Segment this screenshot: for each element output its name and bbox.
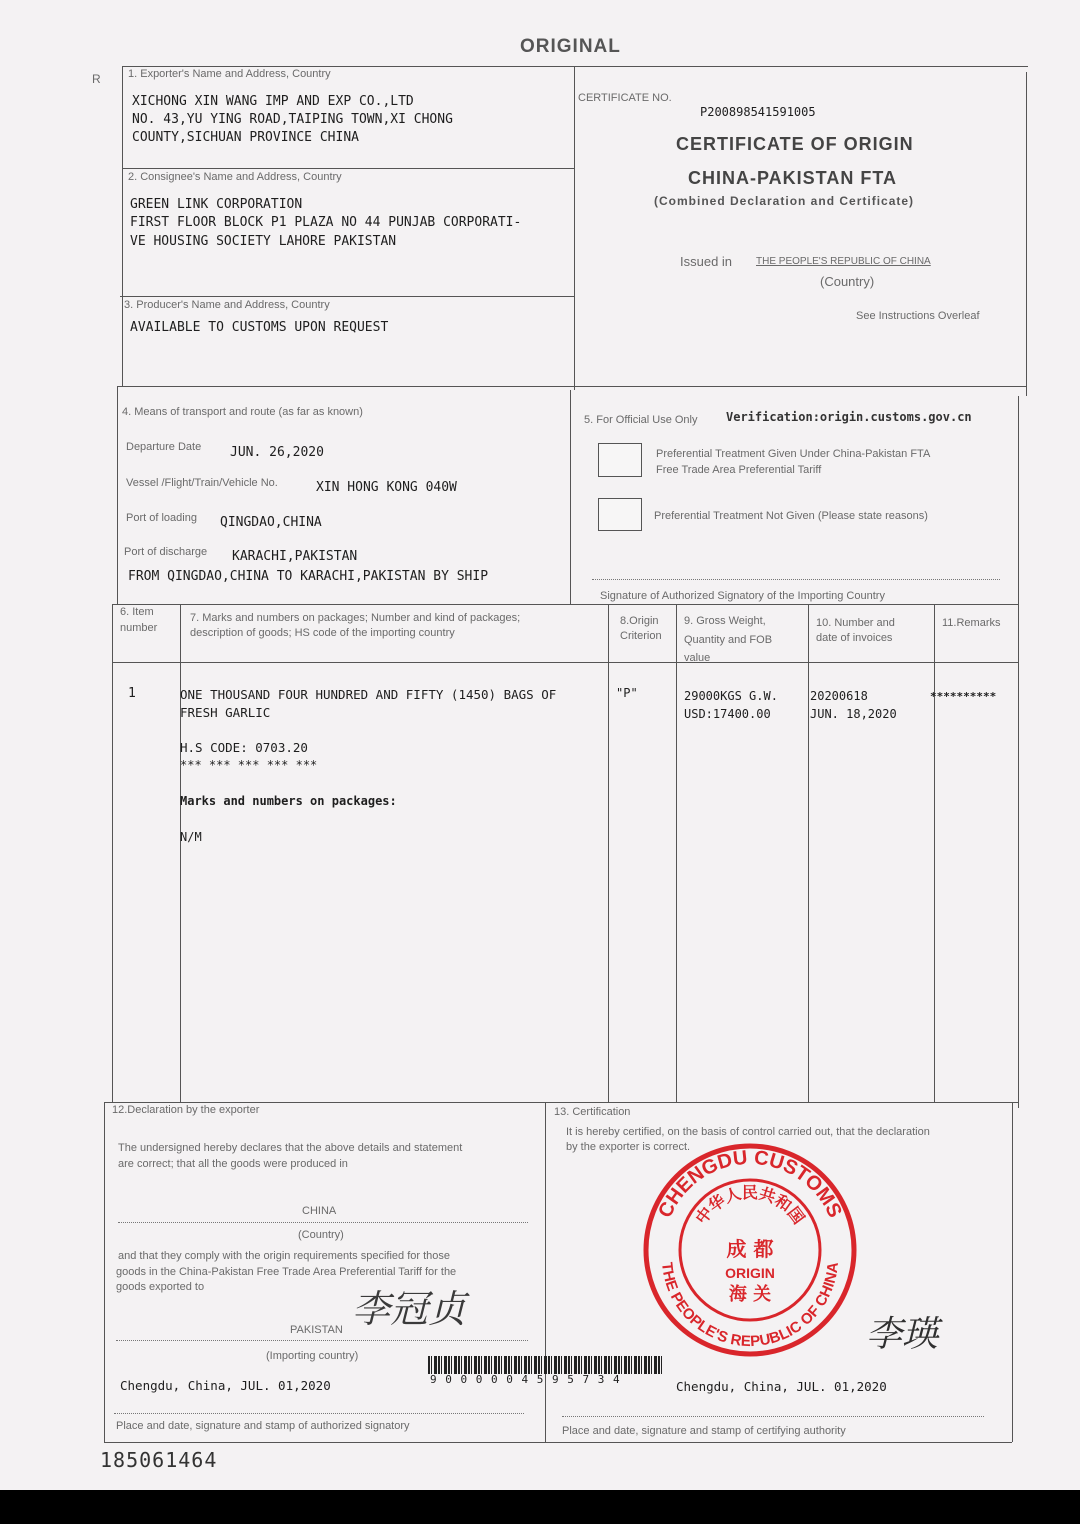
sep-box2 bbox=[120, 296, 574, 297]
header-weight-2: Quantity and FOB bbox=[684, 634, 773, 646]
row-description-1: ONE THOUSAND FOUR HUNDRED AND FIFTY (1450) BAGS OF bbox=[180, 687, 557, 702]
preferential-not-given-text: Preferential Treatment Not Given (Please state reasons) bbox=[654, 510, 928, 522]
margin-mark: R bbox=[92, 72, 101, 86]
divider-mid bbox=[570, 390, 571, 604]
row-invoice-number: 20200618 bbox=[810, 689, 868, 703]
stamp-center-3: 海 关 bbox=[728, 1284, 772, 1305]
vessel-label: Vessel /Flight/Train/Vehicle No. bbox=[126, 477, 278, 489]
row-remarks: ********** bbox=[930, 690, 997, 703]
production-country-value: CHINA bbox=[302, 1205, 337, 1217]
sep-box4 bbox=[112, 604, 1018, 605]
stamp-inner-text: 中华人民共和国 bbox=[691, 1183, 809, 1228]
declaration-text-3: and that they comply with the origin requirements specified for those bbox=[118, 1250, 451, 1262]
box4-label: 4. Means of transport and route (as far as known) bbox=[122, 406, 363, 418]
consignee-line-3: VE HOUSING SOCIETY LAHORE PAKISTAN bbox=[130, 234, 397, 249]
row-hs-code: H.S CODE: 0703.20 bbox=[180, 740, 308, 755]
box13-label: 13. Certification bbox=[554, 1106, 631, 1118]
sep-box1 bbox=[122, 168, 574, 169]
sep-table-header bbox=[112, 662, 1018, 663]
box2-label: 2. Consignee's Name and Address, Country bbox=[128, 171, 342, 183]
country-line bbox=[118, 1222, 528, 1223]
col-invoice bbox=[934, 604, 935, 1102]
bottom-black-bar bbox=[0, 1490, 1080, 1524]
preferential-given-checkbox[interactable] bbox=[598, 443, 642, 477]
header-remarks: 11.Remarks bbox=[942, 617, 1001, 629]
certification-text-1: It is hereby certified, on the basis of control carried out, that the declaration bbox=[566, 1126, 930, 1138]
declaration-text-4: goods in the China-Pakistan Free Trade Area Preferential Tariff for the bbox=[116, 1266, 457, 1278]
header-weight-3: value bbox=[684, 652, 711, 664]
certificate-no-value: P200898541591005 bbox=[700, 105, 816, 119]
certifier-place-date: Chengdu, China, JUL. 01,2020 bbox=[676, 1379, 887, 1394]
footer-serial-number: 185061464 bbox=[100, 1448, 218, 1472]
row-description-2: FRESH GARLIC bbox=[180, 705, 271, 720]
col-origin bbox=[676, 604, 677, 1102]
header-invoice-1: 10. Number and bbox=[816, 617, 895, 629]
header-marks-2: description of goods; HS code of the importing country bbox=[190, 627, 455, 639]
certificate-subtitle: (Combined Declaration and Certificate) bbox=[654, 194, 915, 208]
instructions-note: See Instructions Overleaf bbox=[856, 310, 980, 322]
frame-left-bottom bbox=[104, 1102, 105, 1442]
box3-label: 3. Producer's Name and Address, Country bbox=[124, 299, 330, 311]
row-fob-value: USD:17400.00 bbox=[684, 707, 771, 721]
exporter-sign-line bbox=[114, 1413, 524, 1414]
verification-url[interactable]: Verification:origin.customs.gov.cn bbox=[726, 410, 972, 424]
production-country-label: (Country) bbox=[298, 1229, 344, 1241]
consignee-line-2: FIRST FLOOR BLOCK P1 PLAZA NO 44 PUNJAB CORPORATI- bbox=[130, 215, 522, 230]
header-item-2: number bbox=[120, 622, 158, 634]
barcode bbox=[428, 1356, 664, 1374]
exporter-signatory-label: Place and date, signature and stamp of authorized signatory bbox=[116, 1420, 410, 1432]
divider-top bbox=[574, 66, 575, 390]
importing-signature-label: Signature of Authorized Signatory of the Importing Country bbox=[600, 590, 885, 602]
col-item bbox=[180, 604, 181, 1102]
frame-bottom bbox=[104, 1442, 1012, 1443]
certificate-fta: CHINA-PAKISTAN FTA bbox=[688, 168, 897, 188]
country-label: (Country) bbox=[820, 274, 875, 289]
exporter-signature: 李冠贞 bbox=[352, 1287, 467, 1331]
signature-line bbox=[592, 579, 1000, 580]
header-invoice-2: date of invoices bbox=[816, 632, 893, 644]
preferential-not-given-checkbox[interactable] bbox=[598, 498, 642, 531]
frame-left-top bbox=[122, 66, 123, 386]
certificate-no-label: CERTIFICATE NO. bbox=[578, 92, 672, 104]
certifier-sign-line bbox=[562, 1416, 984, 1417]
box5-label: 5. For Official Use Only bbox=[584, 414, 698, 426]
row-gross-weight: 29000KGS G.W. bbox=[684, 689, 778, 703]
loading-label: Port of loading bbox=[126, 512, 197, 524]
barcode-digits: 9 0 0 0 0 0 4 5 9 5 7 3 4 bbox=[430, 1373, 621, 1386]
original-header: ORIGINAL bbox=[520, 36, 621, 57]
divider-bottom bbox=[545, 1102, 546, 1442]
discharge-label: Port of discharge bbox=[124, 546, 208, 558]
header-marks-1: 7. Marks and numbers on packages; Number and kind of packages; bbox=[190, 612, 521, 624]
importing-country-label: (Importing country) bbox=[266, 1350, 359, 1362]
importing-country-value: PAKISTAN bbox=[290, 1324, 343, 1336]
frame-top bbox=[122, 66, 1028, 67]
certifier-authority-label: Place and date, signature and stamp of certifying authority bbox=[562, 1425, 846, 1437]
consignee-line-1: GREEN LINK CORPORATION bbox=[130, 197, 303, 212]
importing-line bbox=[116, 1340, 528, 1341]
stamp-center-2: ORIGIN bbox=[725, 1265, 775, 1281]
header-origin-1: 8.Origin bbox=[620, 615, 659, 627]
certification-text-2: by the exporter is correct. bbox=[566, 1141, 691, 1153]
loading-value: QINGDAO,CHINA bbox=[220, 515, 322, 530]
certifier-signature: 李瑛 bbox=[866, 1314, 939, 1355]
row-item-number: 1 bbox=[128, 686, 136, 701]
preferential-given-line2: Free Trade Area Preferential Tariff bbox=[656, 464, 822, 476]
exporter-place-date: Chengdu, China, JUL. 01,2020 bbox=[120, 1378, 331, 1393]
box12-label: 12.Declaration by the exporter bbox=[112, 1104, 260, 1116]
stamp-bottom-text: THE PEOPLE'S REPUBLIC OF CHINA bbox=[658, 1261, 843, 1351]
departure-value: JUN. 26,2020 bbox=[230, 445, 324, 460]
box1-label: 1. Exporter's Name and Address, Country bbox=[128, 68, 331, 80]
exporter-line-1: XICHONG XIN WANG IMP AND EXP CO.,LTD bbox=[132, 94, 414, 109]
declaration-text-1: The undersigned hereby declares that the above details and statement bbox=[118, 1142, 463, 1154]
stamp-center-1: 成 都 bbox=[726, 1237, 774, 1261]
col-weight bbox=[808, 604, 809, 1102]
frame-right-bottom bbox=[1012, 1102, 1013, 1442]
issued-in-value: THE PEOPLE'S REPUBLIC OF CHINA bbox=[756, 256, 931, 267]
customs-stamp bbox=[640, 1140, 860, 1360]
departure-label: Departure Date bbox=[126, 441, 202, 453]
declaration-text-5: goods exported to bbox=[116, 1281, 205, 1293]
row-stars: *** *** *** *** *** bbox=[180, 758, 318, 772]
frame-right-mid bbox=[1018, 396, 1019, 1108]
producer-value: AVAILABLE TO CUSTOMS UPON REQUEST bbox=[130, 320, 389, 335]
row-origin-criterion: "P" bbox=[616, 686, 638, 700]
route-value: FROM QINGDAO,CHINA TO KARACHI,PAKISTAN BY SHIP bbox=[128, 569, 489, 584]
row-invoice-date: JUN. 18,2020 bbox=[810, 707, 897, 721]
row-marks-value: N/M bbox=[180, 830, 202, 844]
issued-in-label: Issued in bbox=[680, 254, 733, 269]
preferential-given-line1: Preferential Treatment Given Under China-Pakistan FTA bbox=[656, 448, 931, 460]
row-marks-heading: Marks and numbers on packages: bbox=[180, 794, 397, 808]
frame-left-table bbox=[112, 604, 113, 1102]
col-desc bbox=[608, 604, 609, 1102]
sep-table-bottom bbox=[104, 1102, 1018, 1103]
stamp-top-text: CHENGDU CUSTOMS bbox=[654, 1146, 846, 1222]
exporter-line-3: COUNTY,SICHUAN PROVINCE CHINA bbox=[132, 130, 359, 145]
frame-right-top bbox=[1026, 72, 1027, 396]
sep-box3 bbox=[117, 386, 1026, 387]
frame-left-mid bbox=[117, 386, 118, 604]
exporter-line-2: NO. 43,YU YING ROAD,TAIPING TOWN,XI CHONG bbox=[132, 112, 453, 127]
vessel-value: XIN HONG KONG 040W bbox=[316, 480, 457, 495]
header-item-1: 6. Item bbox=[120, 606, 154, 618]
discharge-value: KARACHI,PAKISTAN bbox=[232, 549, 358, 564]
declaration-text-2: are correct; that all the goods were produced in bbox=[118, 1158, 348, 1170]
header-origin-2: Criterion bbox=[620, 630, 662, 642]
header-weight-1: 9. Gross Weight, bbox=[684, 615, 766, 627]
certificate-title: CERTIFICATE OF ORIGIN bbox=[676, 134, 914, 154]
